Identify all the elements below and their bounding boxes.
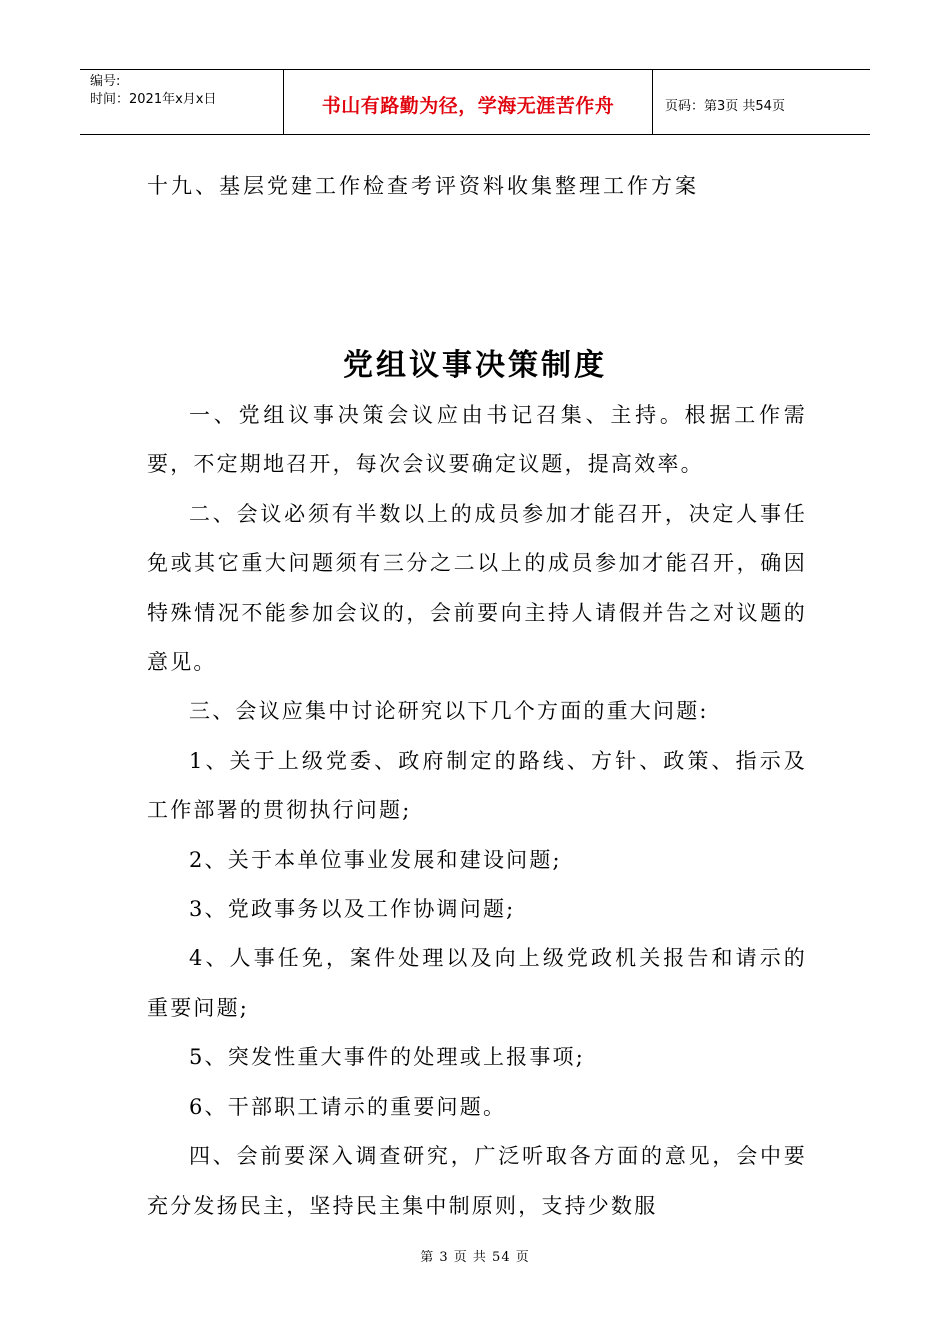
time-label: 时间：2021年x月x日 <box>90 92 217 107</box>
paragraph: 3、党政事务以及工作协调问题; <box>189 897 516 922</box>
paragraph: 5、突发性重大事件的处理或上报事项; <box>189 1045 586 1070</box>
paragraph: 四、会前要深入调查研究，广泛听取各方面的意见，会中要充分发扬民主，坚持民主集中制原则，支持少数服 <box>147 1144 807 1218</box>
header-meta <box>80 70 283 134</box>
document-body <box>147 391 807 1231</box>
paragraph: 2、关于本单位事业发展和建设问题; <box>189 847 562 872</box>
page-info-text: 页码：第3页 共54页 <box>665 98 785 114</box>
section-heading: 十九、基层党建工作检查考评资料收集整理工作方案 <box>147 174 699 198</box>
paragraph: 一、党组议事决策会议应由书记召集、主持。根据工作需要，不定期地召开，每次会议要确定议题，提高效率。 <box>147 403 807 477</box>
document-header <box>80 69 870 135</box>
paragraph: 三、会议应集中讨论研究以下几个方面的重大问题: <box>189 699 709 724</box>
number-label: 编号: <box>90 74 121 89</box>
paragraph: 4、人事任免，案件处理以及向上级党政机关报告和请示的重要问题; <box>147 946 807 1020</box>
document-title: 党组议事决策制度 <box>343 348 607 383</box>
motto-text: 书山有路勤为径，学海无涯苦作舟 <box>321 94 615 117</box>
paragraph: 6、干部职工请示的重要问题。 <box>189 1094 507 1119</box>
paragraph: 二、会议必须有半数以上的成员参加才能召开，决定人事任免或其它重大问题须有三分之二以上的成员参加才能召开，确因特殊情况不能参加会议的，会前要向主持人请假并告之对议题的意见。 <box>147 501 807 675</box>
paragraph: 1、关于上级党委、政府制定的路线、方针、政策、指示及工作部署的贯彻执行问题; <box>147 748 807 823</box>
page-footer: 第 3 页 共 54 页 <box>420 1250 530 1265</box>
header-motto <box>283 70 653 134</box>
header-page-info <box>653 70 870 134</box>
